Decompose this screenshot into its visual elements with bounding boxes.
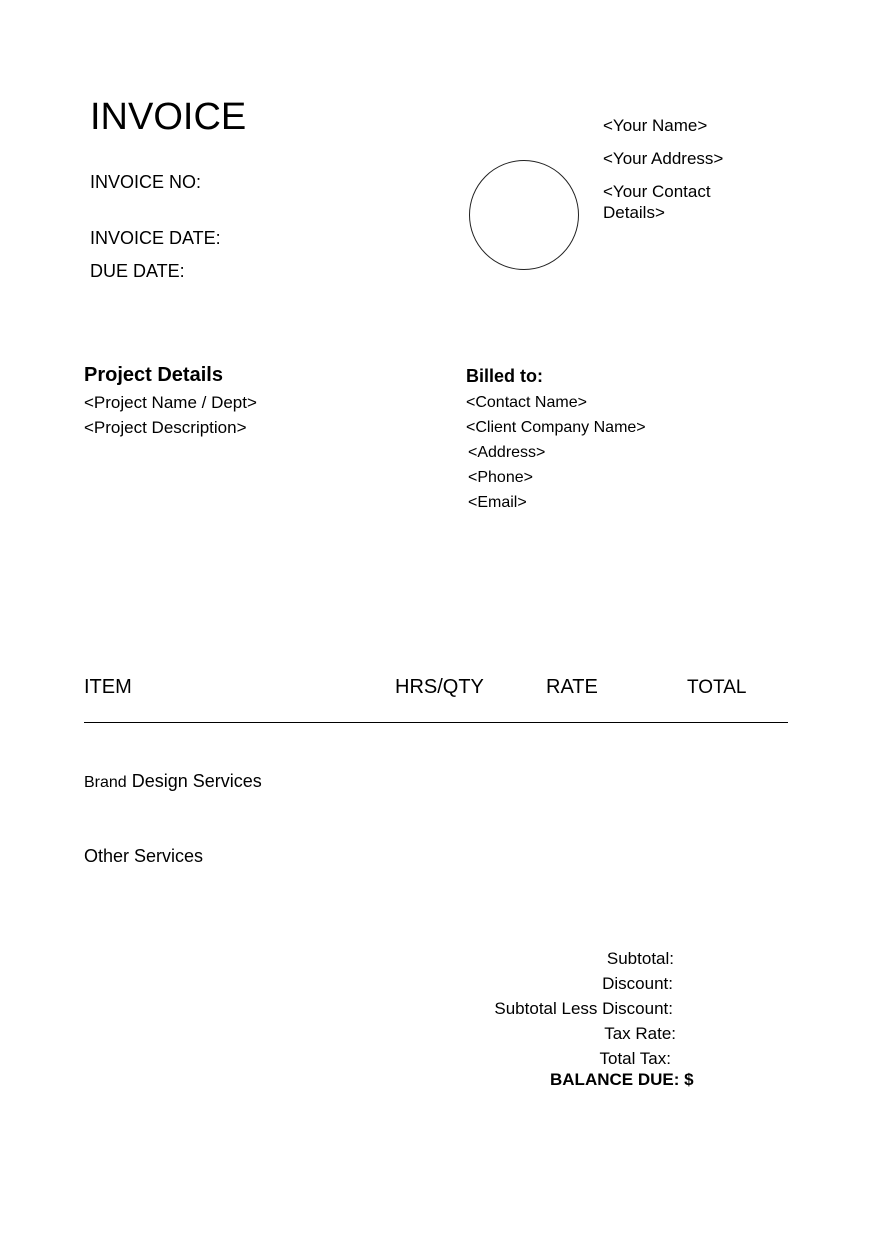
project-details-heading: Project Details [84, 364, 223, 386]
sender-name: <Your Name> [603, 116, 708, 135]
table-row [84, 771, 262, 792]
subtotal-label: Subtotal: [606, 949, 674, 968]
column-header-hrs-qty: HRS/QTY [395, 676, 484, 698]
item-name: Other Services [84, 846, 204, 866]
subtotal-less-discount-label: Subtotal Less Discount: [494, 999, 673, 1018]
project-description: <Project Description> [84, 418, 247, 437]
invoice-no-label: INVOICE NO: [90, 172, 202, 192]
billed-to-heading: Billed to: [466, 366, 543, 386]
total-tax-label: Total Tax: [599, 1049, 671, 1068]
invoice-title: INVOICE [90, 96, 247, 138]
billed-phone: <Phone> [468, 469, 533, 486]
billed-contact-name: <Contact Name> [466, 394, 587, 411]
table-row [84, 846, 203, 867]
tax-rate-label: Tax Rate: [604, 1024, 676, 1043]
column-header-rate: RATE [546, 676, 598, 698]
column-header-item: ITEM [84, 676, 132, 698]
logo-placeholder-circle [469, 160, 579, 270]
project-name: <Project Name / Dept> [84, 393, 257, 412]
item-prefix: Brand [84, 774, 127, 791]
item-name: Design Services [126, 771, 262, 791]
table-header-divider [84, 722, 788, 723]
balance-due-label: BALANCE DUE: $ [550, 1070, 694, 1089]
column-header-total: TOTAL [687, 677, 747, 698]
sender-contact-line2: Details> [603, 203, 665, 222]
due-date-label: DUE DATE: [90, 261, 185, 281]
sender-address: <Your Address> [603, 149, 724, 168]
invoice-date-label: INVOICE DATE: [90, 228, 221, 248]
billed-email: <Email> [468, 494, 527, 511]
billed-company-name: <Client Company Name> [466, 419, 646, 436]
discount-label: Discount: [602, 974, 673, 993]
sender-contact-line1: <Your Contact [603, 182, 711, 201]
billed-address: <Address> [468, 444, 546, 461]
